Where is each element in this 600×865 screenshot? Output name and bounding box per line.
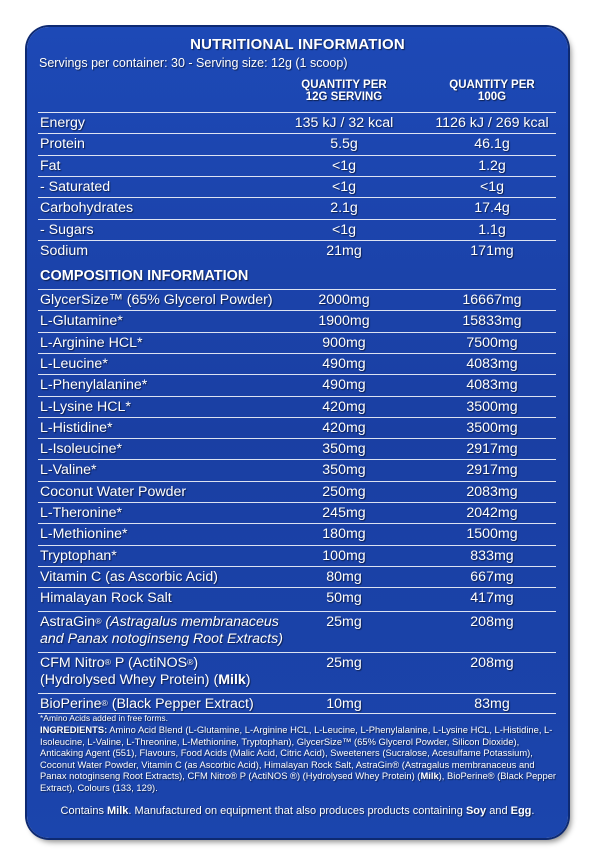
row-label xyxy=(40,655,290,689)
ingredients-text xyxy=(40,724,560,794)
per-serving-value: 25mg xyxy=(326,614,362,630)
column-header-per-100g xyxy=(431,79,553,103)
cfm-close: ) xyxy=(193,655,199,671)
row-label: - Sugars xyxy=(40,221,94,238)
per-100g-value: 208mg xyxy=(470,614,514,630)
composition-title: COMPOSITION INFORMATION xyxy=(40,268,249,284)
servings-line: Servings per container: 30 - Serving size: 12g (1 scoop) xyxy=(39,56,348,70)
registered-mark: ® xyxy=(104,657,111,667)
bioperine-rest: (Black Pepper Extract) xyxy=(107,696,254,712)
row-label xyxy=(40,614,290,648)
row-divider xyxy=(38,693,556,694)
bioperine-name: BioPerine xyxy=(40,696,102,712)
per-serving-value: 245mg xyxy=(322,505,366,521)
per-100g-value: 208mg xyxy=(470,655,514,671)
row-divider xyxy=(38,289,556,290)
per-100g-value: 3500mg xyxy=(466,419,518,436)
per-100g-value: 171mg xyxy=(470,242,514,259)
per-100g-value: 1126 kJ / 269 kcal xyxy=(435,115,549,131)
row-divider xyxy=(38,545,556,546)
row-label: Carbohydrates xyxy=(40,200,134,217)
per-100g-value: 17.4g xyxy=(474,200,510,217)
row-label: GlycerSize™ (65% Glycerol Powder) xyxy=(40,292,273,308)
per-100g-value: 46.1g xyxy=(474,136,510,153)
row-label: - Saturated xyxy=(40,178,111,195)
per-100g-value: 417mg xyxy=(470,590,514,607)
column-header-per-serving-line2: 12G SERVING xyxy=(305,91,383,103)
nutrition-panel xyxy=(27,27,568,838)
astragin-name: AstraGin xyxy=(40,614,96,630)
contains-egg: Egg xyxy=(510,805,532,817)
per-100g-value: 15833mg xyxy=(462,313,522,330)
registered-mark: ® xyxy=(187,657,194,667)
row-label: Protein xyxy=(40,136,85,153)
row-divider xyxy=(38,219,556,220)
per-serving-value: 25mg xyxy=(326,655,362,671)
per-100g-value: 83mg xyxy=(474,696,510,712)
per-serving-value: 2.1g xyxy=(330,200,358,217)
row-divider xyxy=(38,396,556,397)
row-label: L-Methionine* xyxy=(40,526,128,543)
row-label: L-Arginine HCL* xyxy=(40,334,143,351)
contains-soy: Soy xyxy=(465,805,487,817)
per-100g-value: 2083mg xyxy=(466,483,518,500)
per-serving-value: <1g xyxy=(331,157,357,174)
per-serving-value: 420mg xyxy=(322,398,366,415)
per-100g-value: 1500mg xyxy=(466,526,518,543)
contains-pre: Contains xyxy=(60,805,108,817)
per-serving-value: 10mg xyxy=(326,696,362,712)
per-100g-value: 16667mg xyxy=(462,292,522,308)
ingredients-tail: ), BioPerine® (Black Pepper Extract), Colours (133, 129). xyxy=(40,770,557,793)
row-divider xyxy=(38,197,556,198)
row-label: L-Leucine* xyxy=(40,355,108,372)
row-divider xyxy=(38,587,556,588)
per-serving-value: 100mg xyxy=(322,547,366,564)
row-label: L-Valine* xyxy=(40,462,97,479)
row-label: L-Isoleucine* xyxy=(40,441,123,458)
row-divider xyxy=(38,438,556,439)
row-divider xyxy=(38,459,556,460)
per-serving-value: 50mg xyxy=(326,590,362,607)
panel-title: NUTRITIONAL INFORMATION xyxy=(190,36,405,53)
per-serving-value: <1g xyxy=(331,178,357,195)
row-label: L-Phenylalanine* xyxy=(40,377,148,394)
per-100g-value: 1.1g xyxy=(478,221,506,238)
per-serving-value: 350mg xyxy=(322,462,366,479)
row-divider xyxy=(38,481,556,482)
per-100g-value: 667mg xyxy=(470,568,514,585)
per-100g-value: 4083mg xyxy=(466,377,518,394)
cfm-rest: P (ActiNOS xyxy=(110,655,188,671)
per-serving-value: <1g xyxy=(331,221,357,238)
row-label: Himalayan Rock Salt xyxy=(40,590,172,607)
per-serving-value: 180mg xyxy=(322,526,366,543)
column-header-per-serving xyxy=(283,79,405,103)
ingredients-label: INGREDIENTS: xyxy=(40,724,108,735)
allergen-statement xyxy=(27,805,568,817)
per-100g-value: 2042mg xyxy=(466,505,518,521)
row-divider xyxy=(38,112,556,113)
row-divider xyxy=(38,332,556,333)
per-serving-value: 80mg xyxy=(326,568,362,585)
per-100g-value: 7500mg xyxy=(466,334,518,351)
row-label: Sodium xyxy=(40,242,89,259)
row-divider xyxy=(38,176,556,177)
astragin-detail: (Astragalus membranaceus and Panax notoginseng Root Extracts) xyxy=(40,614,283,647)
row-divider xyxy=(38,652,556,653)
per-100g-value: 4083mg xyxy=(466,355,518,372)
per-100g-value: <1g xyxy=(479,178,505,195)
contains-milk: Milk xyxy=(107,805,129,817)
contains-end: . xyxy=(531,805,535,817)
per-serving-value: 250mg xyxy=(322,483,366,500)
row-label: L-Lysine HCL* xyxy=(40,398,131,415)
cfm-name: CFM Nitro xyxy=(40,655,105,671)
ingredients-body: Amino Acid Blend (L-Glutamine, L-Arginine HCL, L-Leucine, L-Phenylalanine, L-Lysine HCL, L-Histidine, L-Isoleucine, L-Valine, L-Threonine, L-Methionine, Tryptophan), GlycerSize™ (65% Glycerol Powder, Silicon Dioxide), Anticaking Agent (551), Flavours, Food Acids (Malic Acid, Citric Acid), Sweeteners (Sucralose, Acesulfame Potassium), Coconut Water Powder, Vitamin C (as Ascorbic Acid), Himalayan Rock Salt, AstraGin® (Astragalus membranaceus and Panax notoginseng Root Extracts), CFM Nitro® P (ActiNOS ®) (Hydrolysed Whey Protein) ( xyxy=(40,724,553,782)
row-label: Fat xyxy=(40,157,61,174)
row-divider xyxy=(38,133,556,134)
per-100g-value: 1.2g xyxy=(478,157,506,174)
ingredients-milk: Milk xyxy=(420,770,439,782)
row-divider xyxy=(38,417,556,418)
row-label: L-Glutamine* xyxy=(40,313,123,330)
row-label: L-Histidine* xyxy=(40,419,113,436)
registered-mark: ® xyxy=(101,698,108,708)
row-divider xyxy=(38,523,556,524)
row-label xyxy=(40,696,254,712)
registered-mark: ® xyxy=(95,616,102,626)
row-divider xyxy=(38,611,556,612)
per-100g-value: 3500mg xyxy=(466,398,518,415)
per-100g-value: 833mg xyxy=(470,547,514,564)
per-100g-value: 2917mg xyxy=(466,462,518,479)
row-label: L-Theronine* xyxy=(40,505,123,521)
per-serving-value: 490mg xyxy=(322,377,366,394)
contains-and: and xyxy=(486,805,511,817)
per-serving-value: 21mg xyxy=(326,242,362,259)
row-label: Energy xyxy=(40,115,85,131)
footnote: *Amino Acids added in free forms. xyxy=(40,713,169,723)
per-serving-value: 420mg xyxy=(322,419,366,436)
per-serving-value: 490mg xyxy=(322,355,366,372)
column-header-per-serving-line1: QUANTITY PER xyxy=(301,79,387,91)
per-100g-value: 2917mg xyxy=(466,441,518,458)
column-header-per-100g-line1: QUANTITY PER xyxy=(449,79,535,91)
row-divider xyxy=(38,155,556,156)
per-serving-value: 1900mg xyxy=(318,313,370,330)
row-divider xyxy=(38,310,556,311)
row-label: Coconut Water Powder xyxy=(40,483,187,500)
column-header-per-100g-line2: 100G xyxy=(477,91,507,103)
per-serving-value: 350mg xyxy=(322,441,366,458)
row-label: Vitamin C (as Ascorbic Acid) xyxy=(40,568,218,585)
row-divider xyxy=(38,374,556,375)
contains-mid: . Manufactured on equipment that also produces products containing xyxy=(128,805,466,817)
per-serving-value: 2000mg xyxy=(318,292,370,308)
per-serving-value: 5.5g xyxy=(330,136,358,153)
row-divider xyxy=(38,240,556,241)
row-label: Tryptophan* xyxy=(40,547,117,564)
cfm-line2-end: ) xyxy=(245,672,251,688)
cfm-line2: (Hydrolysed Whey Protein) ( xyxy=(40,672,219,688)
per-serving-value: 135 kJ / 32 kcal xyxy=(294,115,394,131)
row-divider xyxy=(38,502,556,503)
cfm-milk: Milk xyxy=(218,672,246,688)
per-serving-value: 900mg xyxy=(322,334,366,351)
row-divider xyxy=(38,566,556,567)
row-divider xyxy=(38,353,556,354)
